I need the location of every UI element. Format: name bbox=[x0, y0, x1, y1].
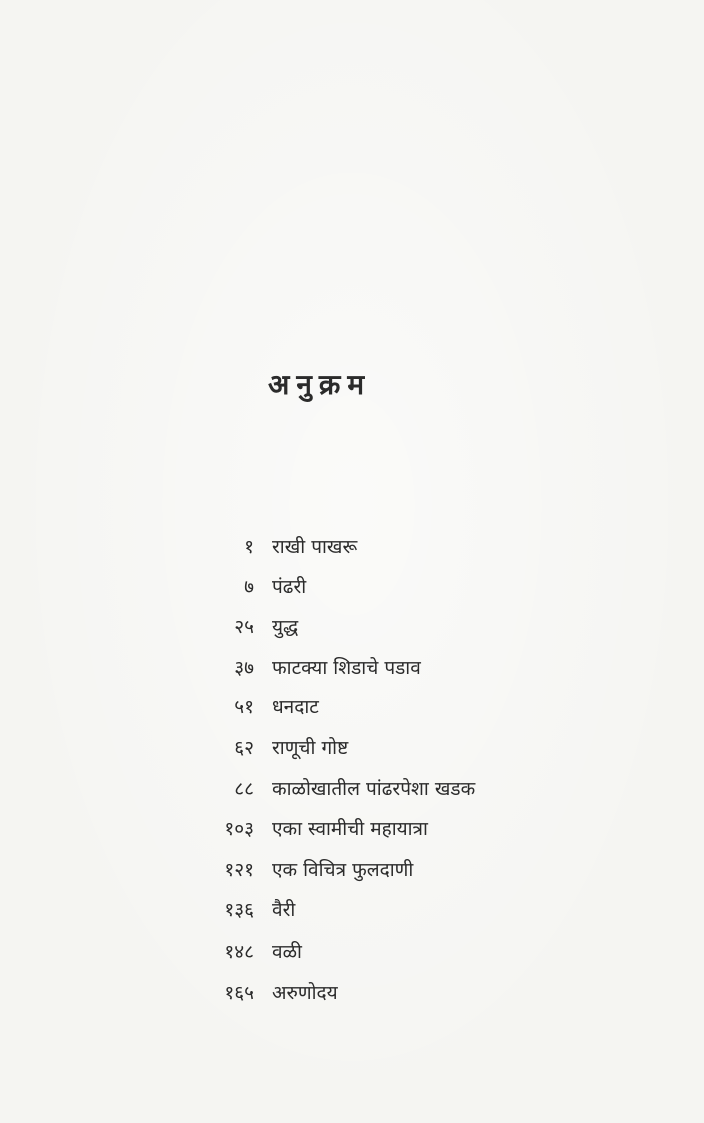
toc-page-number: १३६ bbox=[224, 899, 254, 921]
toc-page-number: २५ bbox=[234, 616, 254, 638]
toc-chapter-title: वैरी bbox=[272, 899, 296, 921]
toc-entry bbox=[0, 812, 704, 846]
toc-page-number: ५१ bbox=[234, 696, 254, 718]
toc-entry bbox=[0, 731, 704, 765]
toc-entry bbox=[0, 651, 704, 685]
toc-page-number: ८८ bbox=[234, 778, 254, 800]
toc-entry bbox=[0, 976, 704, 1010]
toc-chapter-title: काळोखातील पांढरपेशा खडक bbox=[272, 778, 476, 800]
toc-entry bbox=[0, 610, 704, 644]
toc-entry bbox=[0, 530, 704, 564]
toc-entry bbox=[0, 570, 704, 604]
toc-page-number: ३७ bbox=[234, 657, 254, 679]
toc-chapter-title: एका स्वामीची महायात्रा bbox=[272, 818, 428, 840]
toc-page-number: ६२ bbox=[234, 737, 254, 759]
toc-chapter-title: धनदाट bbox=[272, 696, 319, 718]
toc-chapter-title: अरुणोदय bbox=[272, 982, 338, 1004]
toc-chapter-title: फाटक्या शिडाचे पडाव bbox=[272, 657, 421, 679]
toc-entry bbox=[0, 935, 704, 969]
toc-entry bbox=[0, 893, 704, 927]
toc-page-number: ७ bbox=[244, 576, 254, 598]
toc-entry bbox=[0, 772, 704, 806]
toc-chapter-title: वळी bbox=[272, 941, 302, 963]
toc-chapter-title: एक विचित्र फुलदाणी bbox=[272, 859, 414, 881]
toc-chapter-title: युद्ध bbox=[272, 616, 299, 638]
toc-entry bbox=[0, 690, 704, 724]
toc-chapter-title: पंढरी bbox=[272, 576, 307, 598]
toc-heading: अनुक्रम bbox=[268, 368, 372, 401]
toc-entry bbox=[0, 853, 704, 887]
toc-page-number: १६५ bbox=[224, 982, 254, 1004]
toc-page-number: १४८ bbox=[224, 941, 254, 963]
toc-chapter-title: राखी पाखरू bbox=[272, 536, 358, 558]
toc-page-number: १ bbox=[244, 536, 254, 558]
toc-chapter-title: राणूची गोष्ट bbox=[272, 737, 349, 759]
toc-page-number: १०३ bbox=[224, 818, 254, 840]
toc-page-number: १२१ bbox=[224, 859, 254, 881]
